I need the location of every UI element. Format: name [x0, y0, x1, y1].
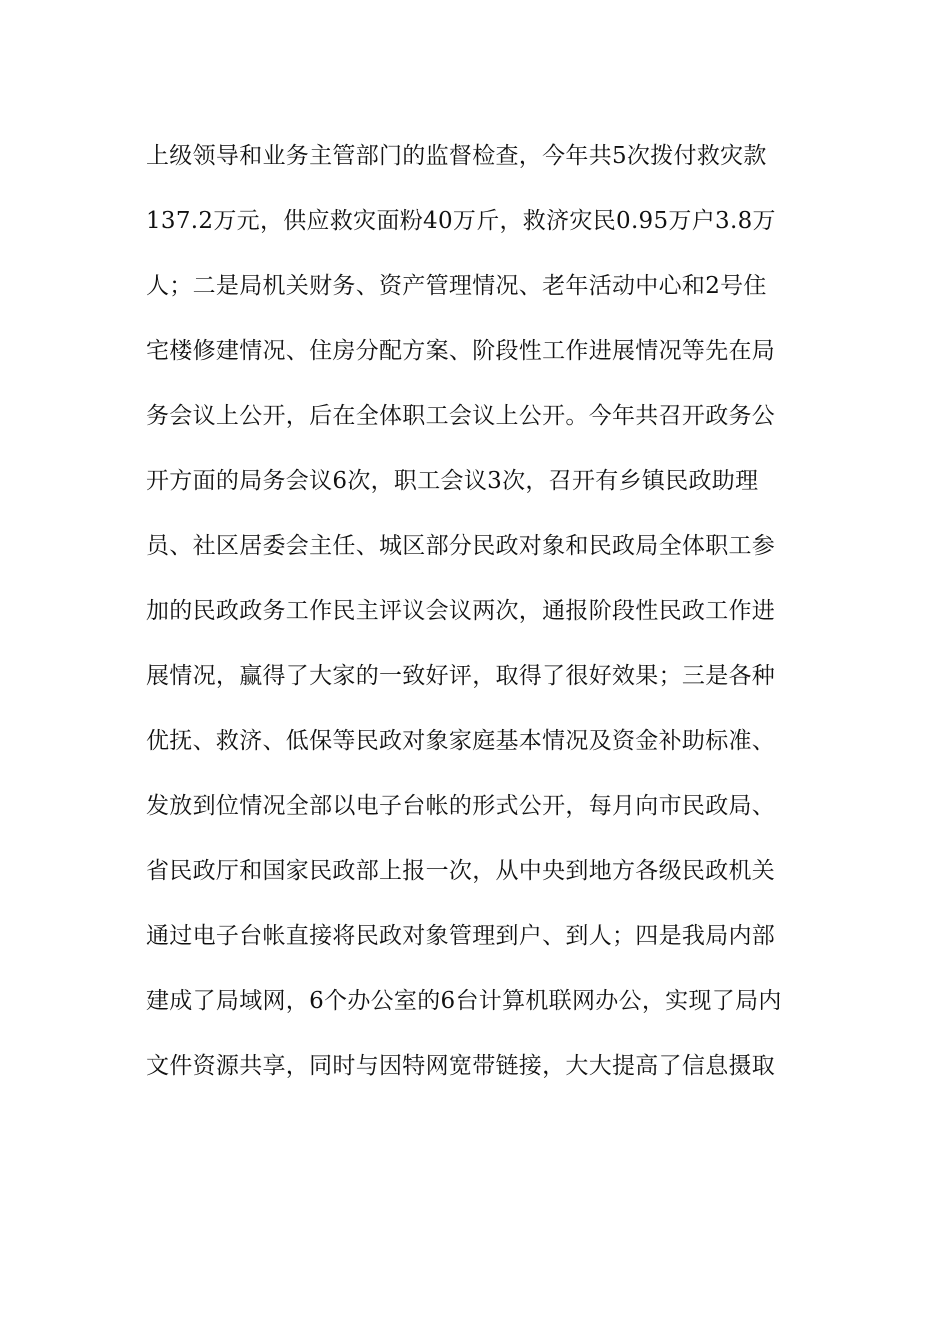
text-line: 展情况，赢得了大家的一致好评，取得了很好效果；三是各种	[146, 663, 776, 689]
text-line: 文件资源共享，同时与因特网宽带链接，大大提高了信息摄取	[146, 1053, 776, 1079]
text-line: 人；二是局机关财务、资产管理情况、老年活动中心和2号住	[146, 273, 767, 299]
text-line: 建成了局域网，6个办公室的6台计算机联网办公，实现了局内	[146, 988, 782, 1014]
body-text	[146, 134, 836, 1109]
text-line: 发放到位情况全部以电子台帐的形式公开，每月向市民政局、	[146, 793, 776, 819]
text-line: 开方面的局务会议6次，职工会议3次，召开有乡镇民政助理	[146, 468, 759, 494]
text-line: 优抚、救济、低保等民政对象家庭基本情况及资金补助标准、	[146, 728, 776, 754]
text-line: 137.2万元，供应救灾面粉40万斤，救济灾民0.95万户3.8万	[146, 208, 776, 234]
text-line: 务会议上公开，后在全体职工会议上公开。今年共召开政务公	[146, 403, 776, 429]
text-line: 上级领导和业务主管部门的监督检查，今年共5次拨付救灾款	[146, 143, 767, 169]
text-line: 通过电子台帐直接将民政对象管理到户、到人；四是我局内部	[146, 923, 776, 949]
text-line: 员、社区居委会主任、城区部分民政对象和民政局全体职工参	[146, 533, 776, 559]
text-line: 加的民政政务工作民主评议会议两次，通报阶段性民政工作进	[146, 598, 776, 624]
text-line: 宅楼修建情况、住房分配方案、阶段性工作进展情况等先在局	[146, 338, 776, 364]
text-line: 省民政厅和国家民政部上报一次，从中央到地方各级民政机关	[146, 858, 776, 884]
